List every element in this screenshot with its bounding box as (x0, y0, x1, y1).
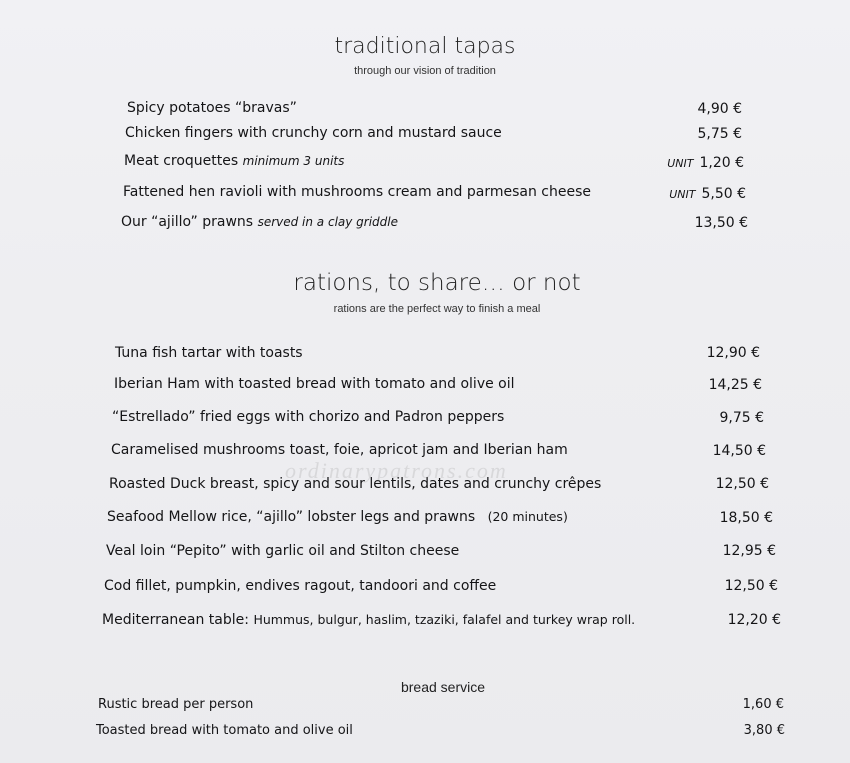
price-value: 12,50 € (715, 476, 769, 492)
price-value: 1,60 € (742, 697, 784, 712)
tapas-subtitle: through our vision of tradition (354, 65, 496, 77)
rations-item (102, 612, 635, 628)
bread-item-price (744, 723, 785, 738)
rations-item-price (723, 543, 776, 559)
tapas-item-name: Spicy potatoes “bravas” (127, 100, 297, 116)
rations-item-price (716, 476, 769, 492)
rations-title: rations, to share… or not (293, 270, 581, 296)
tapas-item (127, 100, 297, 116)
bread-item (98, 697, 253, 712)
price-value: 14,50 € (712, 443, 766, 459)
rations-item (106, 543, 459, 559)
bread-item (96, 723, 353, 738)
rations-item-price (728, 612, 781, 628)
price-value: 18,50 € (719, 510, 773, 526)
price-value: 13,50 € (694, 215, 748, 231)
tapas-item-name: Our “ajillo” prawns (121, 214, 258, 230)
tapas-item-price (697, 101, 742, 117)
tapas-item (123, 184, 591, 200)
rations-item-name: Seafood Mellow rice, “ajillo” lobster legs and prawns (107, 509, 480, 525)
unit-label: UNIT (669, 188, 696, 201)
rations-item-name: Caramelised mushrooms toast, foie, apricot jam and Iberian ham (111, 442, 568, 458)
rations-item-name: Cod fillet, pumpkin, endives ragout, tandoori and coffee (104, 578, 497, 594)
rations-item-name: Iberian Ham with toasted bread with tomato and olive oil (114, 376, 515, 392)
tapas-item-price (697, 126, 742, 142)
tapas-item-name: Chicken fingers with crunchy corn and mustard sauce (125, 125, 502, 141)
rations-item-name: Veal loin “Pepito” with garlic oil and Stilton cheese (106, 543, 460, 559)
rations-item (107, 509, 568, 525)
rations-item-price (709, 377, 762, 393)
tapas-item-price (695, 215, 748, 231)
rations-item-name: Mediterranean table: (102, 612, 254, 628)
tapas-item-name: Meat croquettes (124, 153, 243, 169)
tapas-item (121, 214, 398, 230)
rations-item (112, 409, 504, 425)
rations-item-price (707, 345, 760, 361)
price-value: 5,75 € (697, 126, 742, 142)
tapas-title: traditional tapas (334, 34, 516, 59)
price-value: 1,20 € (699, 155, 744, 171)
rations-item-price (719, 410, 764, 426)
price-value: 12,90 € (706, 345, 760, 361)
price-value: 4,90 € (697, 101, 742, 117)
bread-item-name: Toasted bread with tomato and olive oil (96, 723, 353, 738)
rations-item-name: “Estrellado” fried eggs with chorizo and Padron peppers (112, 409, 505, 425)
price-value: 12,95 € (722, 543, 776, 559)
tapas-item-note: served in a clay griddle (257, 215, 399, 229)
rations-item (104, 578, 496, 594)
tapas-item (124, 153, 344, 169)
rations-item-name: Roasted Duck breast, spicy and sour lentils, dates and crunchy crêpes (109, 476, 602, 492)
bread-item-name: Rustic bread per person (98, 697, 254, 712)
rations-item-note: (20 minutes) (487, 509, 568, 524)
rations-item (114, 376, 515, 392)
tapas-item-name: Fattened hen ravioli with mushrooms cream and parmesan cheese (123, 184, 592, 200)
rations-item-name: Tuna fish tartar with toasts (115, 345, 303, 361)
tapas-item-price (669, 186, 746, 202)
rations-item-price (725, 578, 778, 594)
rations-item-price (720, 510, 773, 526)
price-value: 9,75 € (719, 410, 764, 426)
bread-title: bread service (400, 679, 486, 695)
price-value: 12,20 € (727, 612, 781, 628)
tapas-item (125, 125, 502, 141)
rations-item (115, 345, 303, 361)
bread-item-price (743, 697, 784, 712)
rations-item-price (713, 443, 766, 459)
rations-item-note: Hummus, bulgur, haslim, tzaziki, falafel and turkey wrap roll. (253, 612, 636, 627)
unit-label: UNIT (667, 157, 694, 170)
price-value: 12,50 € (724, 578, 778, 594)
price-value: 3,80 € (743, 723, 785, 738)
price-value: 5,50 € (701, 186, 746, 202)
watermark-text: ordinarypatrons.com (285, 458, 508, 483)
price-value: 14,25 € (708, 377, 762, 393)
tapas-item-price (667, 155, 744, 171)
rations-subtitle: rations are the perfect way to finish a meal (333, 303, 541, 315)
rations-item (111, 442, 568, 458)
tapas-item-note: minimum 3 units (242, 154, 345, 168)
